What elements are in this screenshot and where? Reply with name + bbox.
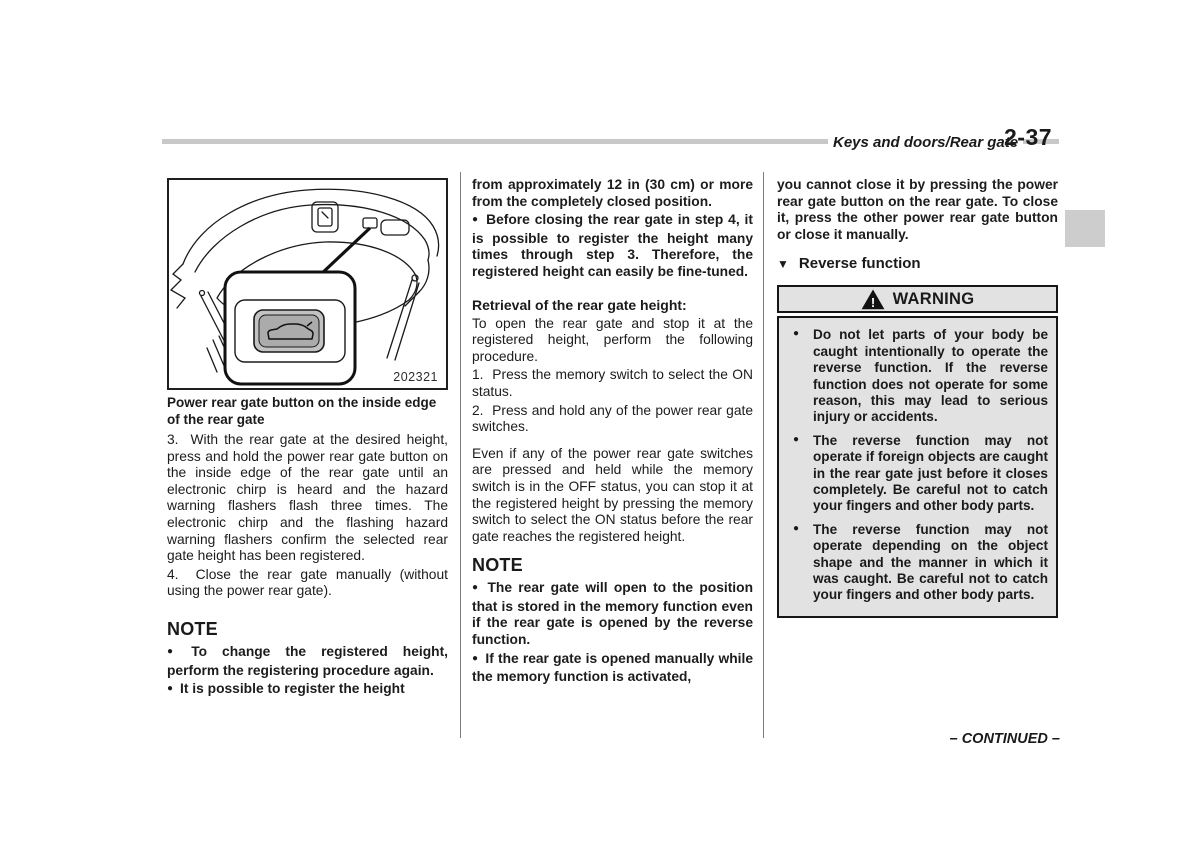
rear-gate-illustration bbox=[169, 180, 446, 388]
section-marker-icon: ▼ bbox=[777, 256, 789, 271]
even-if-text: Even if any of the power rear gate switches are pressed and held while the memory switch is in the OFF status, you can stop it at the registered height by pressing the memory switch to select the ON status before the rear gate reaches the registered height. bbox=[472, 445, 753, 544]
chapter-thumb-tab bbox=[1065, 210, 1105, 247]
rear-gate-figure bbox=[167, 178, 448, 390]
note-bullet: ● Before closing the rear gate in step 4, it is possible to register the height many times through step 3. Therefore, the registered height can easily be fine-tuned. bbox=[472, 212, 753, 279]
bullet-icon: ● bbox=[793, 328, 800, 340]
step-3-text: 3. With the rear gate at the desired height, press and hold the power rear gate button on the inside edge of the rear gate until an electronic chirp is heard and the hazard warning flashers flash three times. The electronic chirp and the flashing hazard warning flashers confirm the selected rear gate height has been registered. bbox=[167, 432, 448, 564]
retrieval-intro: To open the rear gate and stop it at the registered height, perform the following procedure. bbox=[472, 315, 753, 364]
note-continuation-text: from approximately 12 in (30 cm) or more from the completely closed position. bbox=[472, 177, 753, 209]
bullet-icon: ● bbox=[472, 214, 480, 226]
warning-bullet: ● Do not let parts of your body be caught intentionally to operate the reverse function. If the reverse function does not operate for some reason, this may lead to serious injury or accidents. bbox=[787, 327, 1048, 425]
warning-triangle-icon bbox=[861, 289, 885, 310]
column-middle bbox=[472, 177, 753, 686]
note-bullet: ● The rear gate will open to the position that is stored in the memory function even if the rear gate is opened by the reverse function. bbox=[472, 580, 753, 648]
warning-bullet: ● The reverse function may not operate depending on the object shape and the manner in which it was caught. Be careful not to catch your fingers and other body parts. bbox=[787, 522, 1048, 604]
column-divider bbox=[763, 172, 764, 738]
warning-box bbox=[777, 316, 1058, 618]
bullet-icon: ● bbox=[167, 645, 185, 657]
bullet-icon: ● bbox=[472, 582, 481, 594]
note-continuation-text: you cannot close it by pressing the power rear gate button on the rear gate. To close it, press the other power rear gate button or close it manually. bbox=[777, 177, 1058, 242]
note-bullet: ● To change the registered height, perform the registering procedure again. bbox=[167, 643, 448, 678]
bullet-icon: ● bbox=[472, 652, 479, 664]
step-2-text: 2. Press and hold any of the power rear gate switches. bbox=[472, 402, 753, 435]
bullet-icon: ● bbox=[793, 522, 800, 534]
note-heading: NOTE bbox=[167, 618, 218, 639]
step-1-text: 1. Press the memory switch to select the ON status. bbox=[472, 367, 753, 399]
note-bullet: ● If the rear gate is opened manually while the memory function is activated, bbox=[472, 650, 753, 685]
bullet-icon: ● bbox=[167, 683, 174, 695]
header-section-title: Keys and doors/Rear gate bbox=[828, 134, 1023, 152]
warning-title: WARNING bbox=[892, 289, 975, 308]
figure-caption: Power rear gate button on the inside edge of the rear gate bbox=[167, 395, 437, 427]
continued-marker: – CONTINUED – bbox=[949, 731, 1060, 747]
warning-header bbox=[777, 285, 1058, 313]
reverse-function-heading: ▼ Reverse function bbox=[777, 255, 921, 273]
page-number: 2-37 bbox=[1004, 124, 1053, 150]
bullet-icon: ● bbox=[793, 433, 800, 445]
warning-bullet: ● The reverse function may not operate if foreign objects are caught in the rear gate just before it closes completely. Be careful not to catch your fingers and other body parts. bbox=[787, 433, 1048, 515]
column-left bbox=[167, 178, 448, 700]
note-bullet: ● It is possible to register the height bbox=[167, 681, 405, 697]
note-heading: NOTE bbox=[472, 555, 523, 576]
column-right bbox=[777, 177, 1058, 618]
column-divider bbox=[460, 172, 461, 738]
svg-text:!: ! bbox=[870, 294, 875, 310]
retrieval-heading: Retrieval of the rear gate height: bbox=[472, 296, 687, 313]
step-4-text: 4. Close the rear gate manually (without using the power rear gate). bbox=[167, 566, 448, 599]
figure-code: 202321 bbox=[393, 370, 438, 384]
